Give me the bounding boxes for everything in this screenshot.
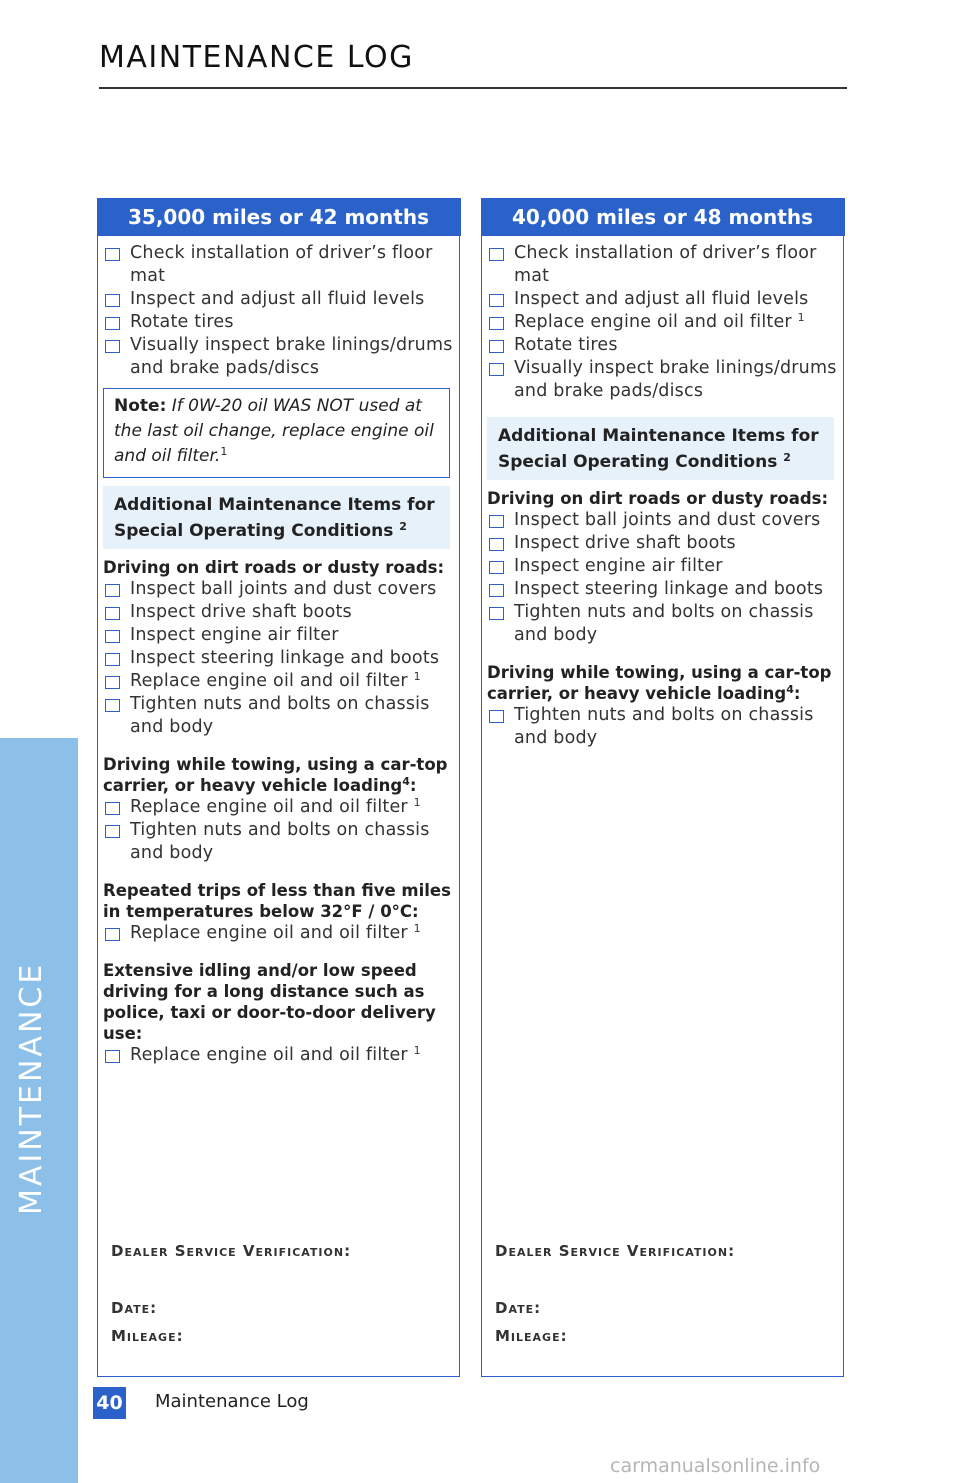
checklist-item[interactable] — [103, 288, 455, 311]
checklist-item[interactable] — [487, 357, 839, 403]
checklist-item[interactable] — [103, 647, 455, 670]
checklist-item[interactable] — [103, 311, 455, 334]
checklist-item[interactable] — [487, 509, 839, 532]
checkbox[interactable] — [489, 607, 504, 620]
checklist-item[interactable] — [103, 242, 455, 288]
condition-colon: : — [793, 683, 801, 703]
checklist-item-label: Inspect steering linkage and boots — [130, 647, 440, 668]
checklist-item-label: Replace engine oil and oil filter — [130, 1044, 408, 1065]
footer-section-title: Maintenance Log — [155, 1391, 309, 1412]
checkbox[interactable] — [489, 538, 504, 551]
footnote-ref: 1 — [797, 310, 805, 324]
dealer-verification-label: Dealer Service Verification: — [111, 1242, 352, 1260]
special-conditions-text: Additional Maintenance Items for Special Operating Conditions — [498, 425, 819, 472]
interval-40000-panel — [481, 198, 844, 1377]
condition-title — [103, 754, 455, 796]
condition-colon: : — [409, 775, 417, 795]
checklist-item-label: Replace engine oil and oil filter — [130, 670, 408, 691]
checklist-item[interactable] — [487, 311, 839, 334]
checkbox[interactable] — [105, 294, 120, 307]
note-lead: Note: — [114, 395, 167, 416]
checkbox[interactable] — [105, 317, 120, 330]
checklist-item[interactable] — [103, 796, 455, 819]
condition-title-text: Driving while towing, using a car-top carrier, or heavy vehicle loading — [487, 662, 832, 703]
date-label: Date: — [111, 1299, 158, 1317]
mileage-label: Mileage: — [495, 1327, 568, 1345]
checkbox[interactable] — [489, 363, 504, 376]
condition-title: Driving on dirt roads or dusty roads: — [103, 557, 445, 577]
checkbox[interactable] — [105, 340, 120, 353]
checklist-item[interactable] — [487, 334, 839, 357]
condition-title: Driving on dirt roads or dusty roads: — [487, 488, 829, 508]
checkbox[interactable] — [489, 710, 504, 723]
checklist-item[interactable] — [103, 601, 455, 624]
footnote-ref: 1 — [413, 669, 421, 683]
checkbox[interactable] — [489, 340, 504, 353]
checklist-item-label: Inspect drive shaft boots — [514, 532, 736, 553]
checklist-item-label: Replace engine oil and oil filter — [514, 311, 792, 332]
footnote-ref: 4 — [786, 682, 794, 696]
checkbox[interactable] — [105, 1050, 120, 1063]
checklist-item-label: Inspect drive shaft boots — [130, 601, 352, 622]
checkbox[interactable] — [105, 676, 120, 689]
condition-title: Repeated trips of less than five miles in temperatures below 32°F / 0°C: — [103, 880, 451, 921]
checklist-item[interactable] — [103, 334, 455, 380]
side-tab-label: MAINTENANCE — [14, 961, 49, 1215]
checklist-item[interactable] — [487, 288, 839, 311]
footnote-ref: 1 — [413, 921, 421, 935]
checklist-item[interactable] — [103, 670, 455, 693]
checklist-item-label: Replace engine oil and oil filter — [130, 922, 408, 943]
checklist-item[interactable] — [103, 624, 455, 647]
checklist-item[interactable] — [487, 242, 839, 288]
checkbox[interactable] — [489, 294, 504, 307]
footnote-ref: 1 — [413, 795, 421, 809]
checklist-item[interactable] — [103, 922, 455, 945]
mileage-label: Mileage: — [111, 1327, 184, 1345]
checklist-item-label: Inspect engine air filter — [514, 555, 723, 576]
footnote-ref: 4 — [402, 774, 410, 788]
interval-heading: 40,000 miles or 48 months — [481, 198, 845, 236]
checkbox[interactable] — [489, 561, 504, 574]
checklist-item[interactable] — [487, 555, 839, 578]
checkbox[interactable] — [105, 928, 120, 941]
checklist-item[interactable] — [487, 578, 839, 601]
checklist-item-label: Visually inspect brake linings/drums and brake pads/discs — [514, 357, 837, 401]
interval-heading: 35,000 miles or 42 months — [97, 198, 461, 236]
footnote-ref: 2 — [399, 519, 407, 533]
checklist-item-label: Inspect ball joints and dust covers — [514, 509, 821, 530]
footnote-ref: 1 — [220, 444, 228, 458]
checklist-item-label: Inspect engine air filter — [130, 624, 339, 645]
page-title: MAINTENANCE LOG — [99, 40, 414, 75]
checklist-item-label: Inspect steering linkage and boots — [514, 578, 824, 599]
checklist-item-label: Tighten nuts and bolts on chassis and body — [130, 819, 430, 863]
checklist-item[interactable] — [103, 1044, 455, 1067]
checkbox[interactable] — [105, 584, 120, 597]
checkbox[interactable] — [489, 317, 504, 330]
interval-35000-panel — [97, 198, 460, 1377]
special-conditions-heading — [103, 486, 450, 549]
watermark: carmanualsonline.info — [610, 1455, 821, 1477]
checklist-item[interactable] — [103, 693, 455, 739]
footnote-ref: 2 — [783, 450, 791, 464]
checklist-item-label: Tighten nuts and bolts on chassis and body — [130, 693, 430, 737]
checklist-item-label: Visually inspect brake linings/drums and brake pads/discs — [130, 334, 453, 378]
checklist-item-label: Tighten nuts and bolts on chassis and body — [514, 704, 814, 748]
note-text: If 0W-20 oil WAS NOT used at the last oil change, replace engine oil and oil filter. — [114, 395, 434, 466]
checklist-item[interactable] — [103, 578, 455, 601]
checkbox[interactable] — [489, 584, 504, 597]
condition-title-text: Driving while towing, using a car-top carrier, or heavy vehicle loading — [103, 754, 448, 795]
condition-title — [487, 662, 839, 704]
checklist-item[interactable] — [487, 532, 839, 555]
oil-note — [103, 388, 450, 478]
checkbox[interactable] — [105, 630, 120, 643]
title-divider — [99, 87, 847, 89]
checklist-item-label: Replace engine oil and oil filter — [130, 796, 408, 817]
checkbox[interactable] — [105, 802, 120, 815]
footnote-ref: 1 — [413, 1043, 421, 1057]
date-label: Date: — [495, 1299, 542, 1317]
special-conditions-heading — [487, 417, 834, 480]
checklist-item[interactable] — [487, 601, 839, 647]
checklist-item[interactable] — [487, 704, 839, 750]
checklist-item-label: Rotate tires — [130, 311, 234, 332]
checkbox[interactable] — [105, 653, 120, 666]
checkbox[interactable] — [489, 515, 504, 528]
checkbox[interactable] — [105, 825, 120, 838]
special-conditions-text: Additional Maintenance Items for Special Operating Conditions — [114, 494, 435, 541]
checklist-item-label: Inspect ball joints and dust covers — [130, 578, 437, 599]
checklist-item-label: Tighten nuts and bolts on chassis and body — [514, 601, 814, 645]
checklist-item-label: Check installation of driver’s floor mat — [514, 242, 817, 286]
checkbox[interactable] — [489, 248, 504, 261]
checklist-item-label: Inspect and adjust all fluid levels — [130, 288, 425, 309]
dealer-verification-label: Dealer Service Verification: — [495, 1242, 736, 1260]
checklist-item-label: Check installation of driver’s floor mat — [130, 242, 433, 286]
checkbox[interactable] — [105, 699, 120, 712]
checklist-item-label: Inspect and adjust all fluid levels — [514, 288, 809, 309]
checkbox[interactable] — [105, 607, 120, 620]
checkbox[interactable] — [105, 248, 120, 261]
checklist-item-label: Rotate tires — [514, 334, 618, 355]
checklist-item[interactable] — [103, 819, 455, 865]
condition-title: Extensive idling and/or low speed driving for a long distance such as police, taxi or door-to-door delivery use: — [103, 960, 436, 1043]
page-number: 40 — [93, 1387, 126, 1419]
